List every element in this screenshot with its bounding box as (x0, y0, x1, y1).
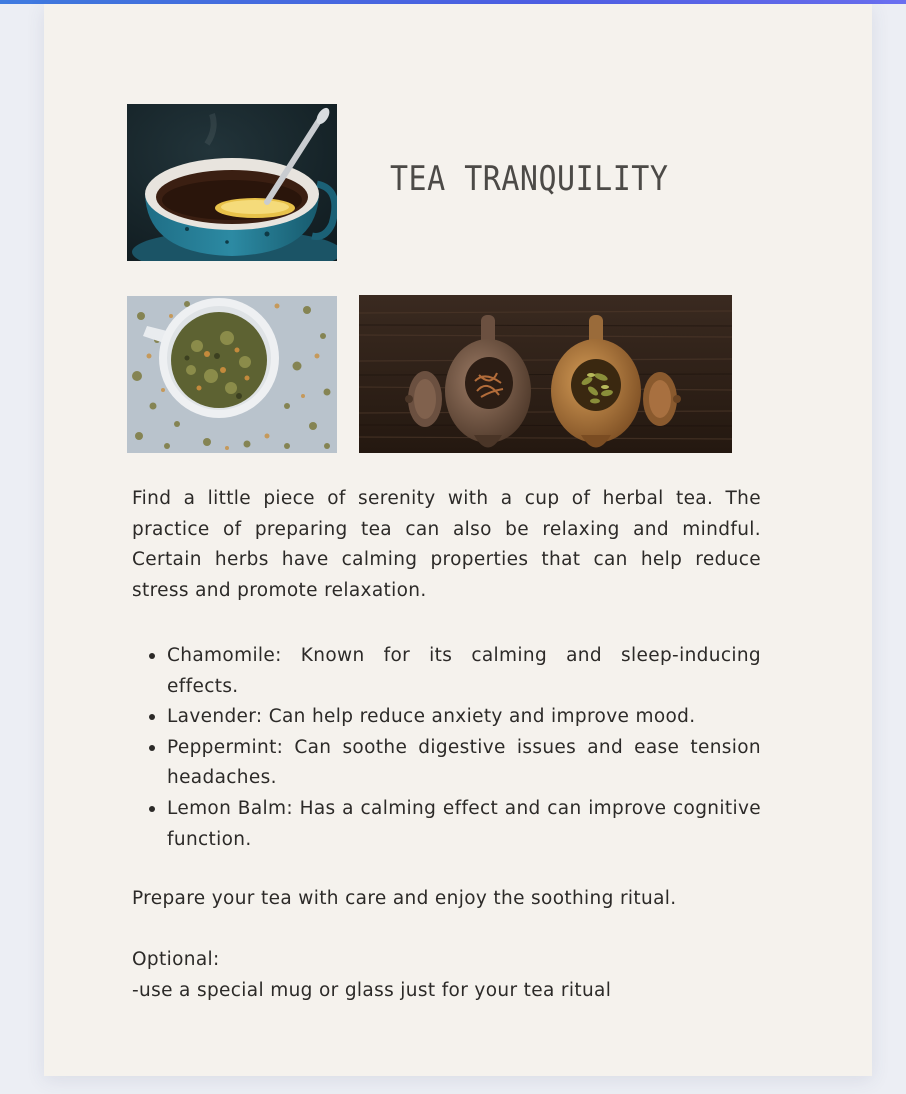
intro-paragraph: Find a little piece of serenity with a cup of herbal tea. The practice of preparing tea can also be relaxing and mindful. Certain herbs have calming properties that can help reduce stress and promote relaxation. (132, 488, 761, 601)
list-item: Lavender: Can help reduce anxiety and improve mood. (167, 702, 761, 733)
herb-list (132, 641, 761, 855)
list-item: Lemon Balm: Has a calming effect and can improve cognitive function. (167, 794, 761, 855)
clay-teapots-photo (359, 295, 732, 453)
document-page (44, 4, 872, 1076)
loose-leaf-tea-bowl-photo (127, 296, 337, 453)
tea-cup-photo (127, 104, 337, 261)
list-item: Peppermint: Can soothe digestive issues and ease tension headaches. (167, 733, 761, 794)
list-item: Chamomile: Known for its calming and sleep-inducing effects. (167, 641, 761, 702)
optional-item: -use a special mug or glass just for your tea ritual (132, 980, 612, 1001)
optional-label: Optional: (132, 949, 220, 970)
page-title: TEA TRANQUILITY (390, 160, 669, 200)
closing-paragraph: Prepare your tea with care and enjoy the soothing ritual. (132, 888, 677, 909)
